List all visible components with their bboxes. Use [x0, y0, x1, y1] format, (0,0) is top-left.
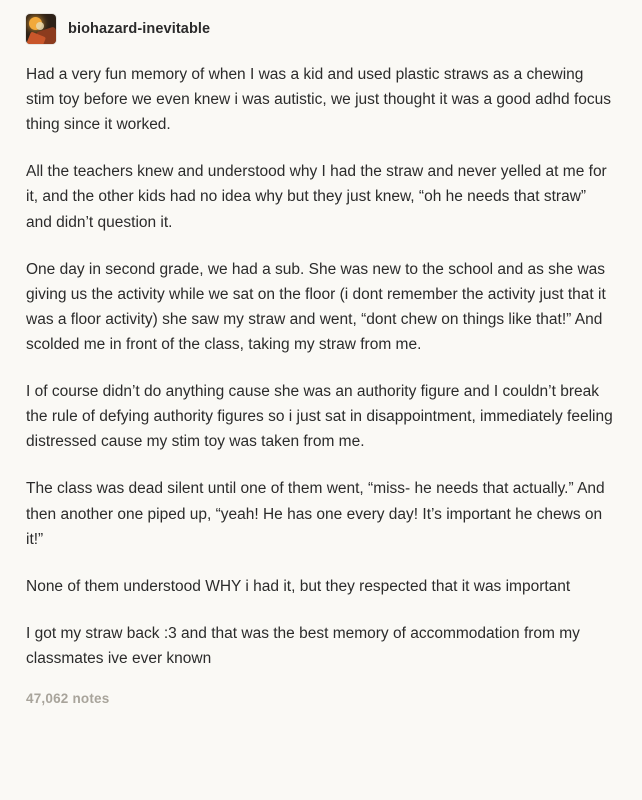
post-paragraph: One day in second grade, we had a sub. She was new to the school and as she was giving us the activity while we sat on the floor (i dont remember the activity just that it was a floor activity) she saw my straw and went, “dont chew on things like that!” And scolded me in front of the class, taking my straw from me. — [26, 260, 606, 353]
post-paragraph: All the teachers knew and understood why I had the straw and never yelled at me for it, and the other kids had no idea why but they just knew, “oh he needs that straw” and didn’t question it. — [26, 163, 607, 231]
avatar-dot-icon — [36, 22, 44, 30]
username[interactable]: biohazard-inevitable — [68, 21, 211, 37]
post-paragraph: I got my straw back :3 and that was the best memory of accommodation from my classmates ive ever known — [26, 624, 580, 667]
post-paragraph: The class was dead silent until one of them went, “miss- he needs that actually.” And then another one piped up, “yeah! He has one every day! It’s important he chews on it!” — [26, 480, 605, 548]
post-paragraph: I of course didn’t do anything cause she was an authority figure and I couldn’t break the rule of defying authority figures so i just sat in disappointment, immediately feeling distressed cause my stim toy was taken from me. — [26, 383, 613, 451]
avatar[interactable] — [26, 14, 56, 44]
notes-count[interactable]: 47,062 notes — [26, 691, 110, 707]
post-header — [26, 14, 616, 44]
post-body — [26, 62, 616, 671]
post-paragraph: Had a very fun memory of when I was a kid and used plastic straws as a chewing stim toy before we even knew i was autistic, we just thought it was a good adhd focus thing since it worked. — [26, 66, 612, 134]
post-paragraph: None of them understood WHY i had it, but they respected that it was important — [26, 577, 571, 595]
